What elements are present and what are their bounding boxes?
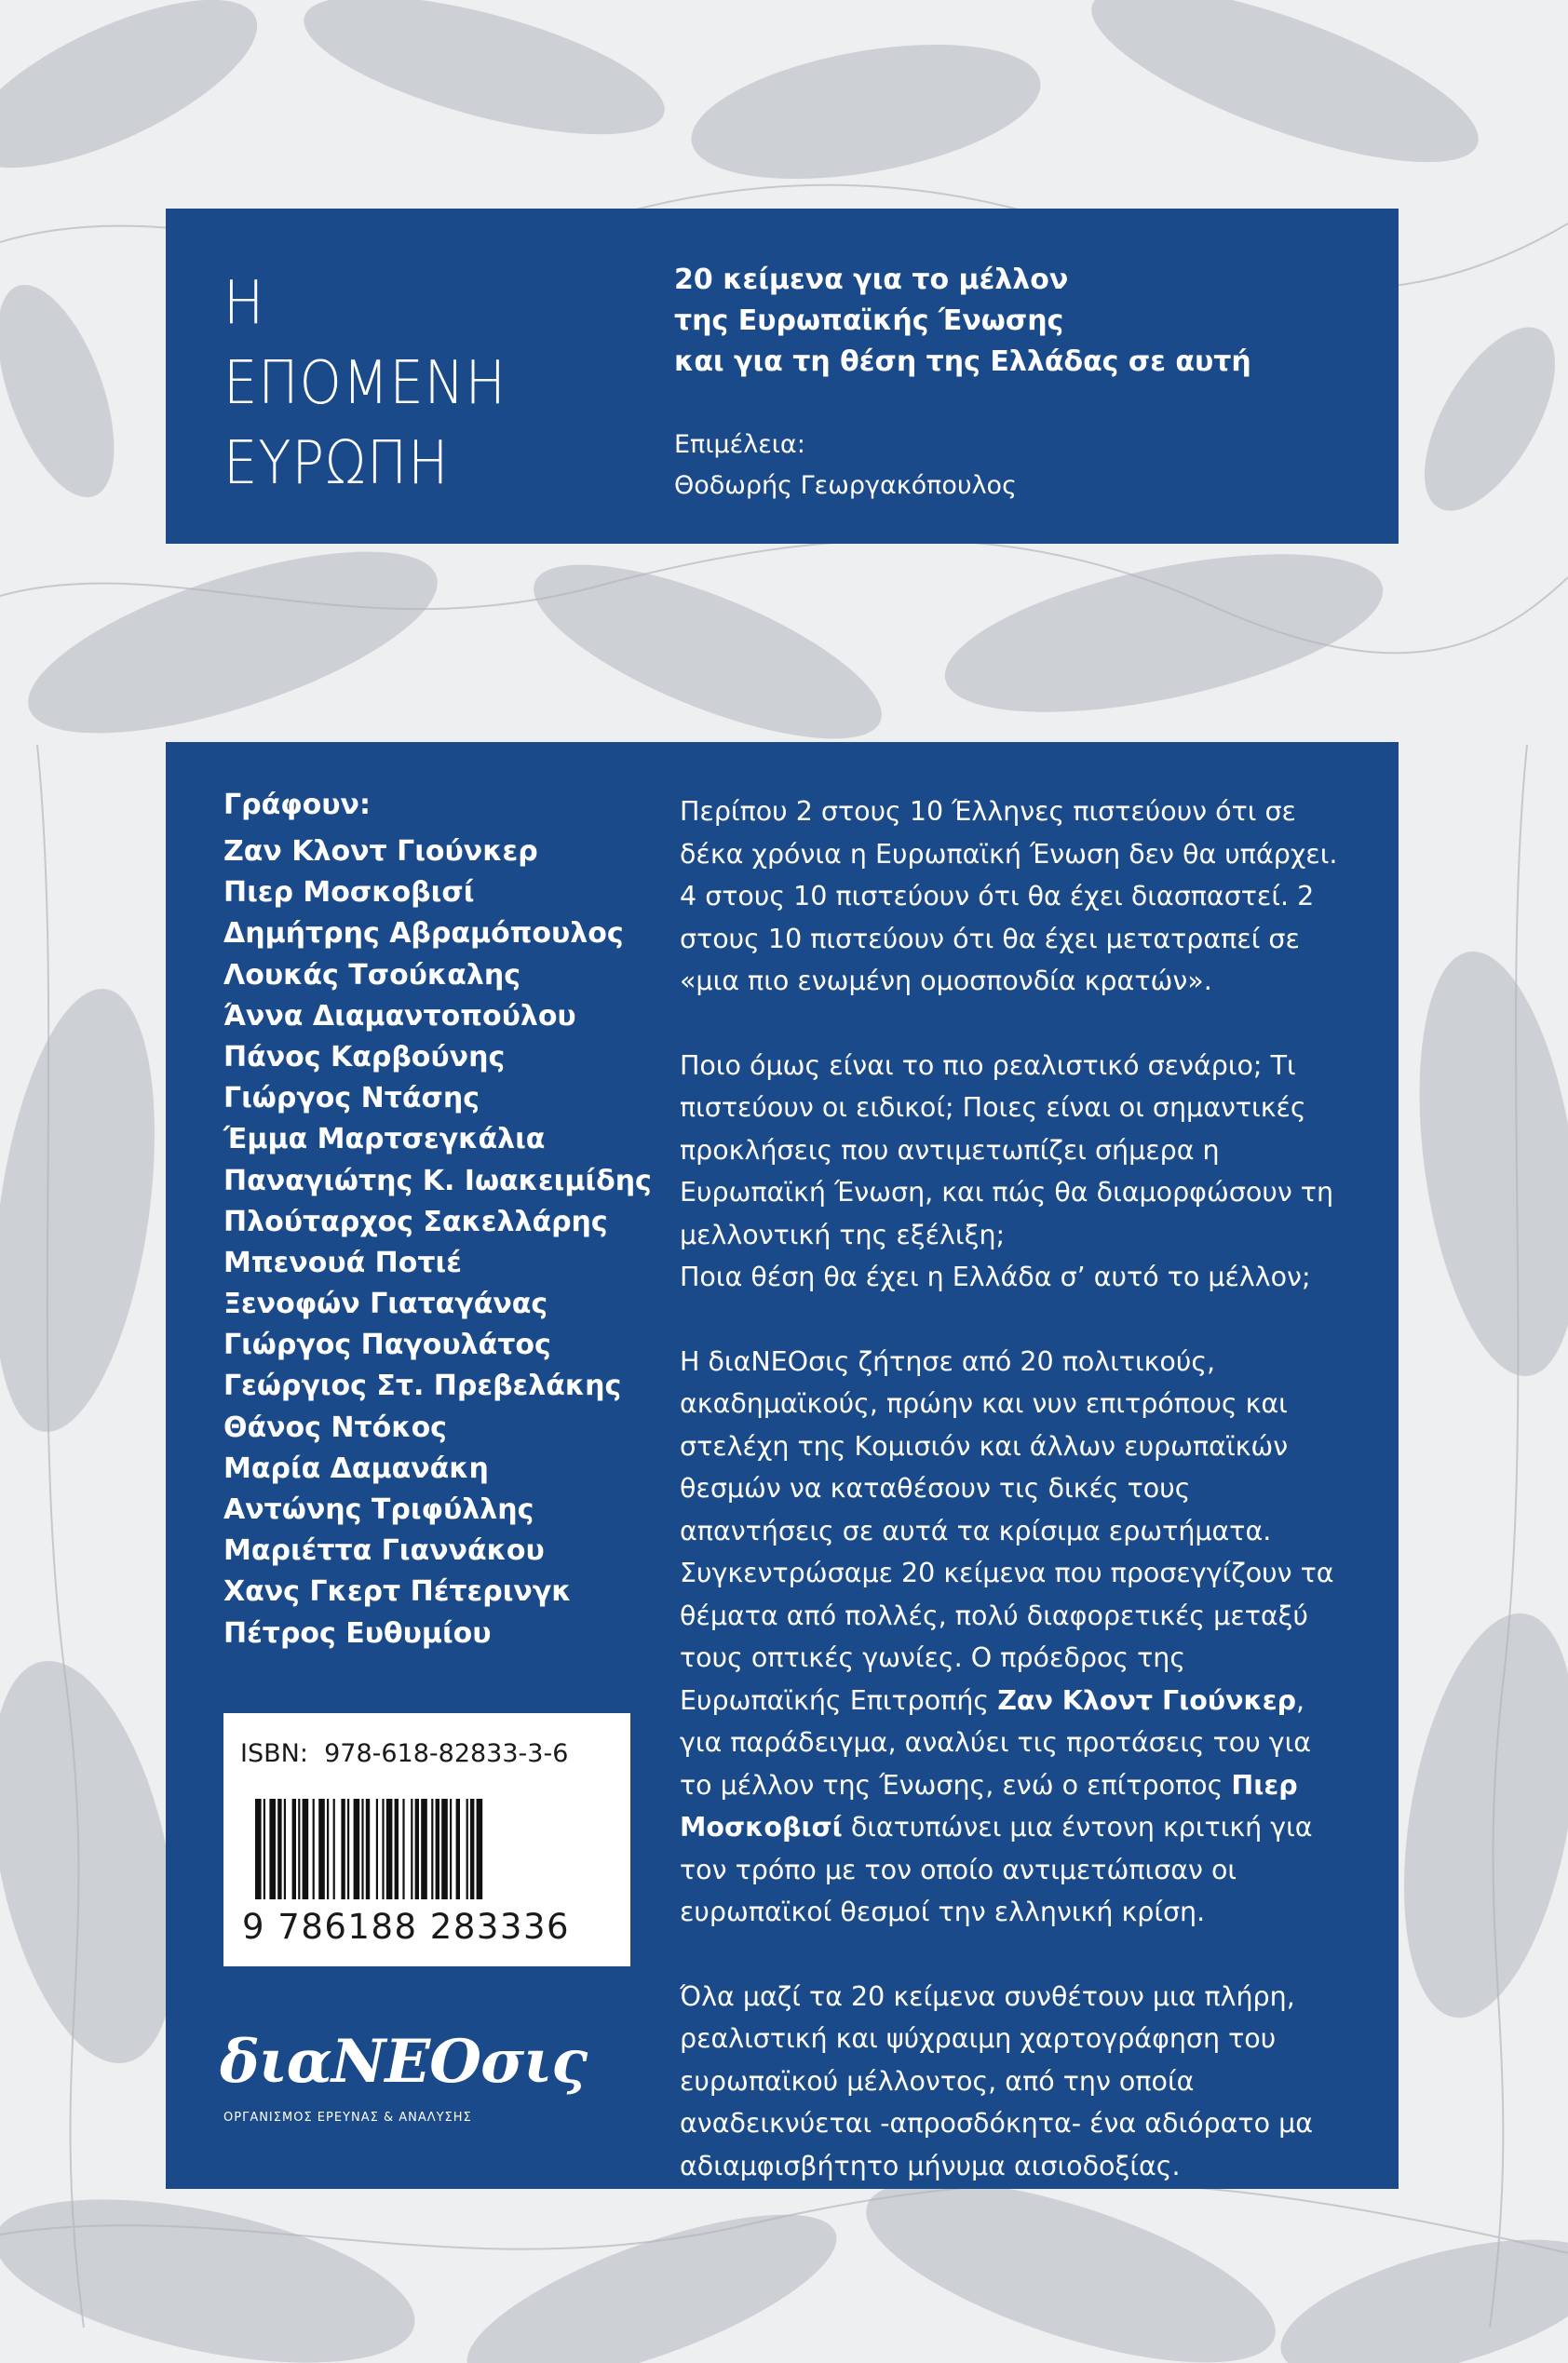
author-name: Γιώργος Παγουλάτος (223, 1329, 551, 1362)
authors-label: Γράφουν: (223, 789, 371, 821)
paragraph-2-questions: Ποιο όμως είναι το πιο ρεαλιστικό σενάριο; Τι πιστεύουν οι ειδικοί; Ποιες είναι οι σημαντικές προκλήσεις που αντιμετωπίζει σήμερα η Ευρωπαϊκή Ένωση, και πώς θα διαμορφώσουν τη μελλοντική της εξέλιξη; (680, 1049, 1334, 1250)
barcode-bar (470, 1799, 474, 1899)
barcode-bar (284, 1799, 286, 1899)
barcode-icon (255, 1799, 624, 1899)
barcode-bar (382, 1799, 384, 1899)
barcode-bar (421, 1799, 427, 1899)
barcode-bar (466, 1799, 468, 1899)
barcode-bar (395, 1799, 399, 1899)
subtitle-line-1: 20 κείμενα για το μέλλον (674, 263, 1069, 296)
author-name: Ξενοφών Γιαταγάνας (223, 1288, 548, 1321)
barcode-bar (415, 1799, 419, 1899)
barcode-bar (441, 1799, 448, 1899)
back-cover-panel (166, 742, 1399, 2189)
author-name: Πλούταρχος Σακελλάρης (223, 1205, 608, 1238)
author-name: Μαριέττα Γιαννάκου (223, 1534, 545, 1568)
barcode-bar (303, 1799, 309, 1899)
barcode-bar (277, 1799, 281, 1899)
description-paragraph-4: Όλα μαζί τα 20 κείμενα συνθέτουν μια πλήρη, ρεαλιστική και ψύχραιμη χαρτογράφηση του ευρωπαϊκού μέλλοντος, από την οποία αναδεικνύεται -απροσδόκητα- ένα αδιόρατο μα αδιαμφισβήτητο μήνυμα αισιοδοξίας. (680, 1980, 1314, 2181)
title-panel (166, 209, 1399, 544)
barcode-bar (341, 1799, 345, 1899)
book-title-line-2: ΕΠΟΜΕΝΗ (223, 349, 507, 418)
description-paragraph-2 (680, 1045, 1350, 1299)
author-name: Πέτρος Ευθυμίου (223, 1616, 492, 1650)
author-name: Γεώργιος Στ. Πρεβελάκης (223, 1370, 622, 1403)
description-paragraph-3 (680, 1341, 1350, 1934)
barcode-bar (411, 1799, 412, 1899)
author-name: Παναγιώτης Κ. Ιωακειμίδης (223, 1164, 652, 1197)
author-name: Μαρία Δαμανάκη (223, 1452, 489, 1485)
barcode-bar (318, 1799, 325, 1899)
barcode-bar (255, 1799, 262, 1899)
barcode-bar (313, 1799, 315, 1899)
barcode-bar (366, 1799, 370, 1899)
description-paragraph-1: Περίπου 2 στους 10 Έλληνες πιστεύουν ότι σε δέκα χρόνια η Ευρωπαϊκή Ένωση δεν θα υπάρχει. 4 στους 10 πιστεύουν ότι θα έχει διασπαστεί. 2 στους 10 πιστεύουν ότι θα έχει μετατραπεί σε «μια πιο ενωμένη ομοσπονδία κρατών». (680, 796, 1338, 996)
barcode-bar (376, 1799, 378, 1899)
paragraph-2-final-question: Ποια θέση θα έχει η Ελλάδα σ’ αυτό το μέλλον; (680, 1262, 1311, 1292)
subtitle-line-3: και για τη θέση της Ελλάδας σε αυτή (674, 345, 1251, 378)
paragraph-3-text-a: Η διαΝΕΟσις ζήτησε από 20 πολιτικούς, ακαδημαϊκούς, πρώην και νυν επιτρόπους και στελέχη της Κομισιόν και άλλων ευρωπαϊκών θεσμών να καταθέσουν τις δικές τους απαντήσεις σε αυτά τα κρίσιμα ερωτήματα. Συγκεντρώσαμε 20 κείμενα που προσεγγίζουν τα θέματα από πολλές, πολύ διαφορετικές μεταξύ τους οπτικές γωνίες. Ο πρόεδρος της Ευρωπαϊκής Επιτροπής (680, 1345, 1334, 1716)
barcode-bar (456, 1799, 460, 1899)
paragraph-3-text-c: διατυπώνει μια έντονη κριτική για τον τρόπο με τον οποίο αντιμετώπισαν οι ευρωπαϊκοί θεσμοί την ελληνική κρίση. (680, 1812, 1313, 1927)
barcode-digits: 9 786188 283336 (242, 1907, 571, 1947)
subtitle-line-2: της Ευρωπαϊκής Ένωσης (674, 304, 1064, 337)
author-name: Δημήτρης Αβραμόπουλος (223, 917, 624, 951)
book-title-line-3: ΕΥΡΩΠΗ (223, 429, 450, 498)
authors-list (223, 831, 652, 1654)
editor-name: Θοδωρής Γεωργακόπουλος (674, 471, 1017, 500)
author-name: Πάνος Καρβούνης (223, 1040, 506, 1073)
isbn-label: ISBN: (240, 1739, 308, 1768)
editor-label: Επιμέλεια: (674, 430, 805, 459)
barcode-bar (298, 1799, 300, 1899)
description-text (680, 790, 1350, 2229)
author-name: Πιερ Μοσκοβισί (223, 876, 475, 910)
author-name: Μπενουά Ποτιέ (223, 1246, 462, 1279)
barcode-bar (354, 1799, 360, 1899)
isbn-line (240, 1739, 568, 1768)
author-name: Ζαν Κλοντ Γιούνκερ (223, 835, 538, 868)
barcode-bar (402, 1799, 404, 1899)
barcode-bar (269, 1799, 276, 1899)
author-name: Γιώργος Ντάσης (223, 1082, 480, 1115)
author-name: Έμμα Μαρτσεγκάλια (223, 1123, 546, 1156)
barcode-bar (327, 1799, 329, 1899)
book-title-line-1: Η (223, 269, 265, 338)
paragraph-3-text-b: , για παράδειγμα, αναλύει τις προτάσεις του για το μέλλον της Ένωσης, ενώ ο επίτροπος (680, 1684, 1312, 1801)
barcode-bar (333, 1799, 335, 1899)
isbn-number: 978-618-82833-3-6 (324, 1739, 569, 1768)
barcode-bar (431, 1799, 433, 1899)
author-name: Άννα Διαμαντοπούλου (223, 999, 576, 1033)
barcode-bar (477, 1799, 483, 1899)
barcode-bar (450, 1799, 452, 1899)
highlighted-name-juncker: Ζαν Κλοντ Γιούνκερ (997, 1684, 1297, 1716)
barcode-bar (436, 1799, 439, 1899)
author-name: Χανς Γκερτ Πέτερινγκ (223, 1575, 572, 1609)
highlighted-name-moscovici: Πιερ Μοσκοβισί (680, 1769, 1298, 1843)
author-name: Θάνος Ντόκος (223, 1411, 447, 1444)
author-name: Αντώνης Τριφύλλης (223, 1493, 534, 1526)
barcode-bar (347, 1799, 349, 1899)
isbn-barcode-box (223, 1713, 630, 1966)
barcode-bar (361, 1799, 363, 1899)
publisher-logo: διαΝΕΟσις (220, 2027, 588, 2097)
barcode-bar (386, 1799, 393, 1899)
barcode-bar (264, 1799, 265, 1899)
barcode-bar (292, 1799, 296, 1899)
publisher-tagline: ΟΡΓΑΝΙΣΜΟΣ ΕΡΕΥΝΑΣ & ΑΝΑΛΥΣΗΣ (223, 2111, 472, 2125)
author-name: Λουκάς Τσούκαλης (223, 958, 520, 992)
